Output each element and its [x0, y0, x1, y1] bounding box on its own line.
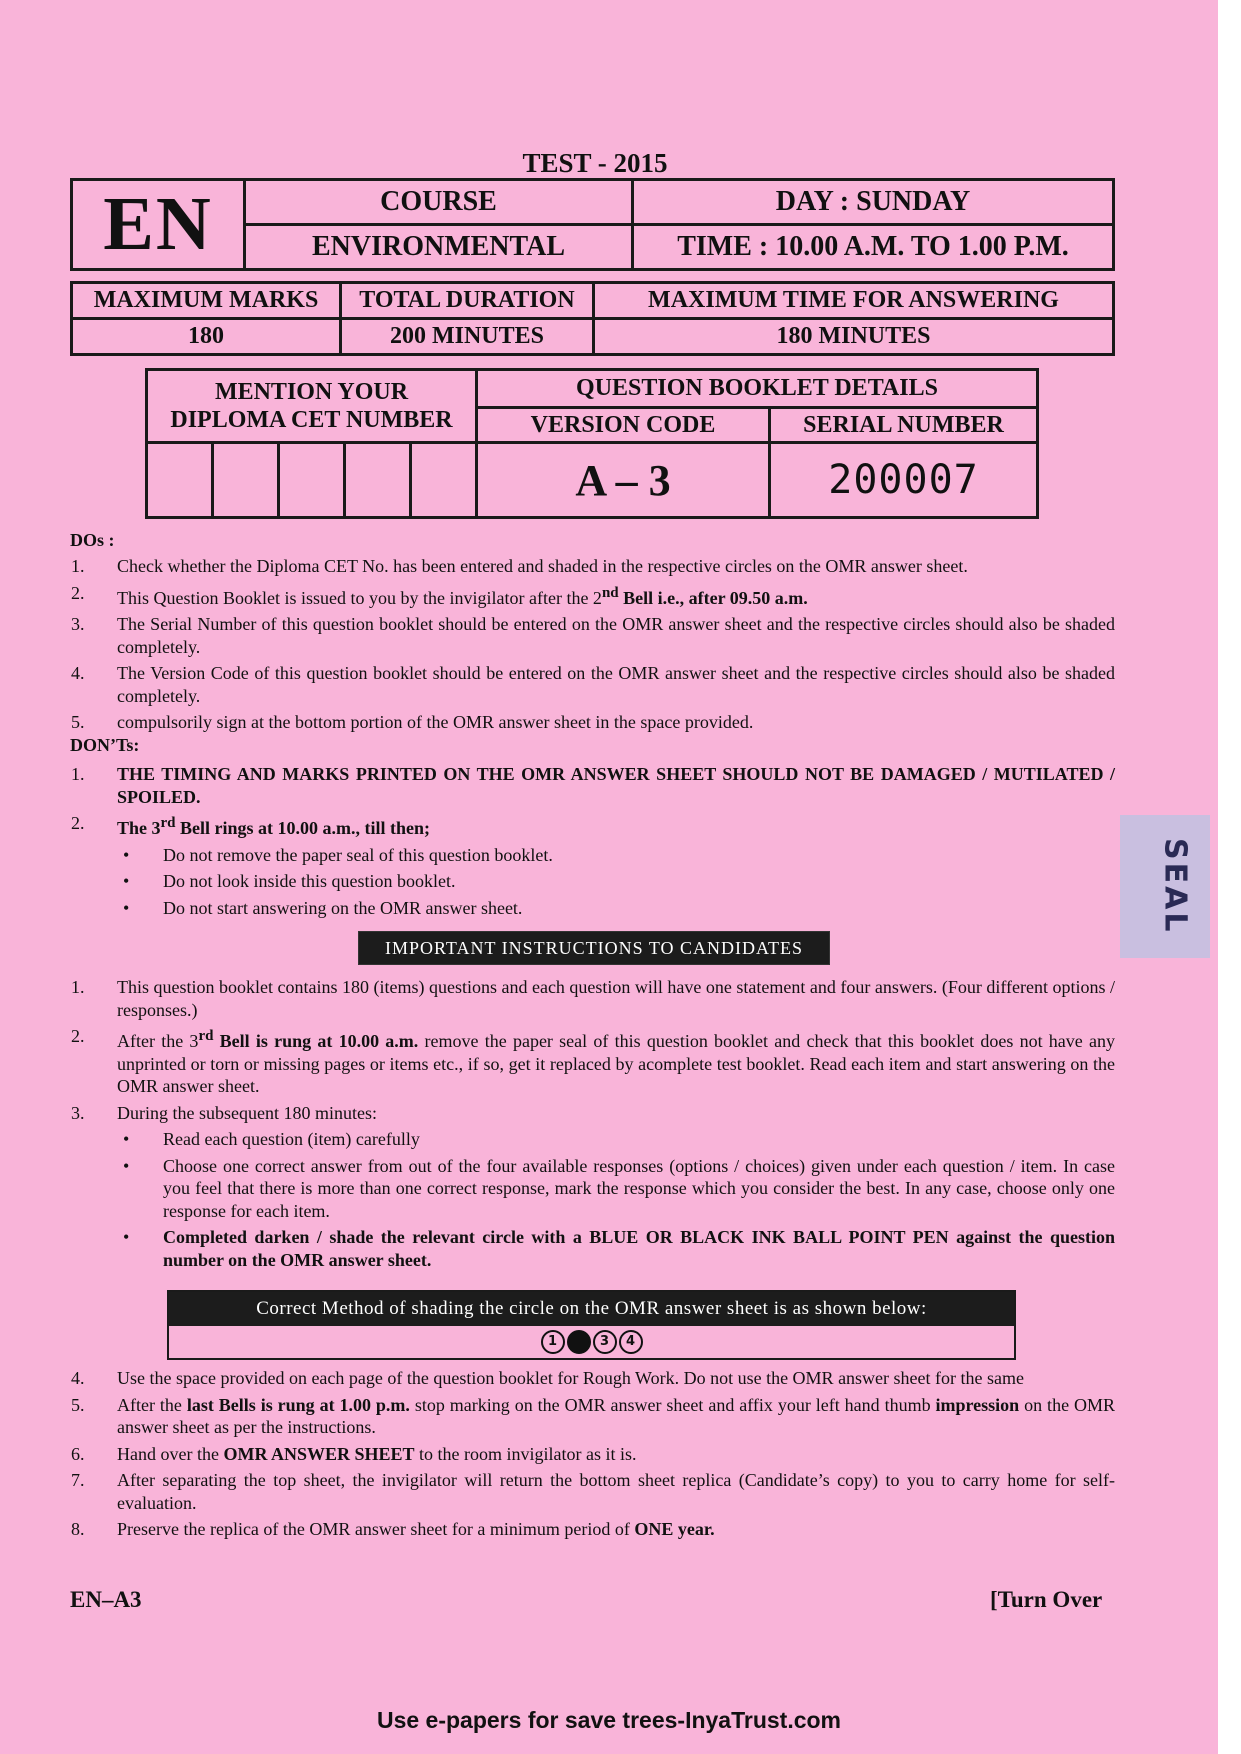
item-text-part: ONE year.	[634, 1519, 715, 1539]
item-text	[117, 812, 1115, 840]
bullet-text: Read each question (item) carefully	[163, 1129, 420, 1149]
omr-circle-3: 3	[593, 1330, 617, 1354]
test-title: TEST - 2015	[522, 148, 668, 178]
item-text: THE TIMING AND MARKS PRINTED ON THE OMR ANSWER SHEET SHOULD NOT BE DAMAGED / MUTILATED / SPOILED.	[117, 764, 1115, 807]
item-text-part: last Bells is rung at 1.00 p.m.	[186, 1394, 410, 1415]
item-text: compulsorily sign at the bottom portion of the OMR answer sheet in the space provided.	[117, 712, 754, 732]
total-duration-header: TOTAL DURATION	[341, 283, 594, 319]
item-text-part: OMR ANSWER SHEET	[223, 1443, 415, 1464]
item-text-part: Hand over the	[117, 1443, 224, 1464]
seal-label: SEAL	[1157, 838, 1193, 935]
omr-circle-4: 4	[619, 1330, 643, 1354]
course-table	[70, 178, 1115, 271]
exam-day: DAY : SUNDAY	[633, 180, 1114, 225]
list-item	[65, 812, 1115, 840]
list-item	[65, 613, 1115, 658]
cet-digit-box[interactable]	[411, 443, 477, 518]
bullet-text: Completed darken / shade the relevant circle with a BLUE OR BLACK INK BALL POINT PEN against the question number on the OMR answer sheet.	[163, 1227, 1115, 1270]
list-item	[65, 662, 1115, 707]
max-marks-header: MAXIMUM MARKS	[72, 283, 341, 319]
dos-list	[65, 555, 1115, 738]
course-label: COURSE	[245, 180, 633, 225]
item-text-part: The 3	[117, 818, 161, 838]
list-item	[65, 1025, 1115, 1098]
booklet-details-label: QUESTION BOOKLET DETAILS	[477, 370, 1038, 408]
shading-example-circles	[169, 1326, 1014, 1358]
item-text-part: This Question Booklet is issued to you by the invigilator after the 2	[117, 587, 602, 608]
list-item	[65, 1469, 1115, 1514]
item-text: Use the space provided on each page of the question booklet for Rough Work. Do not use the OMR answer sheet for the same	[117, 1368, 1024, 1388]
source-note: Use e-papers for save trees-InyaTrust.com	[376, 1707, 842, 1733]
item-number: 5.	[71, 712, 85, 732]
mention-line-1: MENTION YOUR	[214, 379, 409, 405]
item-number: 2.	[71, 1026, 85, 1046]
list-item	[65, 1518, 1115, 1541]
donts-title: DON’Ts:	[70, 735, 140, 755]
item-number: 3.	[71, 614, 85, 634]
instructions-banner: IMPORTANT INSTRUCTIONS TO CANDIDATES	[358, 931, 830, 965]
instructions-list-bottom	[65, 1367, 1115, 1545]
list-item	[65, 582, 1115, 610]
cet-digit-box[interactable]	[213, 443, 279, 518]
omr-circle-1: 1	[541, 1330, 565, 1354]
item-text-part: remove the paper seal of this question booklet and check that this booklet does not have any unprinted or torn or missing pages or items etc., if so, get it replaced by acomplete test booklet. Read each item and start answering on the OMR answer sheet.	[117, 1031, 1115, 1096]
bullet-dot: •	[123, 1227, 130, 1247]
bullet-dot: •	[123, 1129, 130, 1149]
item-text-part: After the	[117, 1394, 187, 1415]
item-text	[117, 1443, 1115, 1466]
serial-number-value: 200007	[770, 443, 1038, 518]
item-number: 2.	[71, 813, 85, 833]
marks-table	[70, 281, 1115, 356]
item-text	[117, 582, 1115, 610]
bullet-dot: •	[123, 871, 130, 891]
superscript: rd	[160, 815, 176, 831]
item-number: 1.	[71, 764, 85, 784]
donts-list	[65, 763, 1115, 923]
cet-digit-box[interactable]	[345, 443, 411, 518]
bullet-dot: •	[123, 897, 130, 918]
item-text: During the subsequent 180 minutes:	[117, 1102, 377, 1123]
list-item	[65, 976, 1115, 1021]
item-text-part: After the 3	[117, 1031, 199, 1051]
item-number: 5.	[71, 1394, 85, 1415]
mention-cet-label	[147, 370, 477, 443]
item-text-part: Bell i.e., after 09.50 a.m.	[618, 587, 808, 608]
bullet-item	[65, 1128, 1115, 1151]
bullet-dot: •	[123, 844, 130, 865]
booklet-details-table	[145, 368, 1039, 519]
bullet-text: Choose one correct answer from out of the four available responses (options / choices) given under each question / item. In case you feel that there is more than one correct response, mark the response which you consider the best. In any case, choose only one response for each item.	[163, 1155, 1115, 1221]
item-text: After separating the top sheet, the invigilator will return the bottom sheet replica (Candidate’s copy) to you to carry home for self-evaluation.	[117, 1470, 1115, 1513]
bullet-dot: •	[123, 1155, 130, 1176]
booklet-code-footer: EN–A3	[70, 1587, 142, 1612]
item-text: Check whether the Diploma CET No. has been entered and shaded in the respective circles on the OMR answer sheet.	[117, 556, 968, 576]
item-number: 2.	[71, 582, 85, 603]
item-number: 4.	[71, 1368, 85, 1388]
serial-number-label: SERIAL NUMBER	[770, 408, 1038, 443]
item-text	[117, 1394, 1115, 1439]
shading-example-title: Correct Method of shading the circle on the OMR answer sheet is as shown below:	[169, 1292, 1014, 1326]
mention-line-2: DIPLOMA CET NUMBER	[170, 407, 453, 433]
item-number: 1.	[71, 977, 85, 997]
max-marks-value: 180	[72, 319, 341, 355]
bullet-item	[65, 870, 1115, 893]
bullet-item	[65, 897, 1115, 920]
cet-digit-box[interactable]	[147, 443, 213, 518]
version-code-value: A – 3	[477, 443, 770, 518]
list-item	[65, 1367, 1115, 1390]
item-text: This question booklet contains 180 (items) questions and each question will have one statement and four answers. (Four different options / responses.)	[117, 977, 1115, 1020]
item-text-part: Bell is rung at 10.00 a.m.	[213, 1031, 419, 1051]
item-number: 4.	[71, 663, 85, 683]
instructions-list-top	[65, 976, 1115, 1275]
item-text	[117, 1518, 1115, 1541]
list-item	[65, 1394, 1115, 1439]
item-text: The Serial Number of this question booklet should be entered on the OMR answer sheet and the respective circles should also be shaded completely.	[117, 614, 1115, 657]
seal-tab	[1120, 815, 1210, 958]
bullet-text: Do not remove the paper seal of this question booklet.	[163, 844, 553, 865]
bullet-item	[65, 1226, 1115, 1271]
list-item	[65, 1443, 1115, 1466]
item-text-part: Preserve the replica of the OMR answer sheet for a minimum period of	[117, 1519, 635, 1539]
dos-title: DOs :	[70, 530, 115, 550]
omr-circle-filled	[567, 1330, 591, 1354]
item-number: 8.	[71, 1519, 85, 1539]
item-text-part: to the room invigilator as it is.	[414, 1443, 637, 1464]
superscript: nd	[601, 584, 619, 601]
version-code-label: VERSION CODE	[477, 408, 770, 443]
item-text-part: on the OMR answer sheet as per the instructions.	[117, 1394, 1115, 1437]
item-text-part: stop marking on the OMR answer sheet and affix your left hand thumb	[409, 1394, 936, 1415]
item-number: 3.	[71, 1102, 85, 1123]
course-code: EN	[72, 180, 245, 270]
item-text-part: impression	[935, 1394, 1020, 1415]
exam-time: TIME : 10.00 A.M. TO 1.00 P.M.	[633, 225, 1114, 270]
list-item	[65, 1102, 1115, 1125]
item-text-part: Bell rings at 10.00 a.m., till then;	[175, 818, 431, 838]
list-item	[65, 763, 1115, 808]
bullet-item	[65, 1155, 1115, 1223]
course-value: ENVIRONMENTAL	[245, 225, 633, 270]
shading-example-box	[167, 1290, 1016, 1360]
superscript: rd	[198, 1028, 214, 1044]
list-item	[65, 711, 1115, 734]
item-number: 1.	[71, 556, 85, 576]
list-item	[65, 555, 1115, 578]
bullet-text: Do not look inside this question booklet.	[163, 871, 456, 891]
item-text: The Version Code of this question booklet should be entered on the OMR answer sheet and the respective circles should also be shaded completely.	[117, 663, 1115, 706]
cet-digit-box[interactable]	[279, 443, 345, 518]
max-time-header: MAXIMUM TIME FOR ANSWERING	[594, 283, 1114, 319]
item-number: 7.	[71, 1470, 85, 1490]
item-text	[117, 1025, 1115, 1098]
item-number: 6.	[71, 1443, 85, 1464]
bullet-item	[65, 844, 1115, 867]
bullet-text: Do not start answering on the OMR answer sheet.	[163, 897, 523, 918]
turn-over-label: [Turn Over	[990, 1587, 1103, 1612]
total-duration-value: 200 MINUTES	[341, 319, 594, 355]
max-time-value: 180 MINUTES	[594, 319, 1114, 355]
